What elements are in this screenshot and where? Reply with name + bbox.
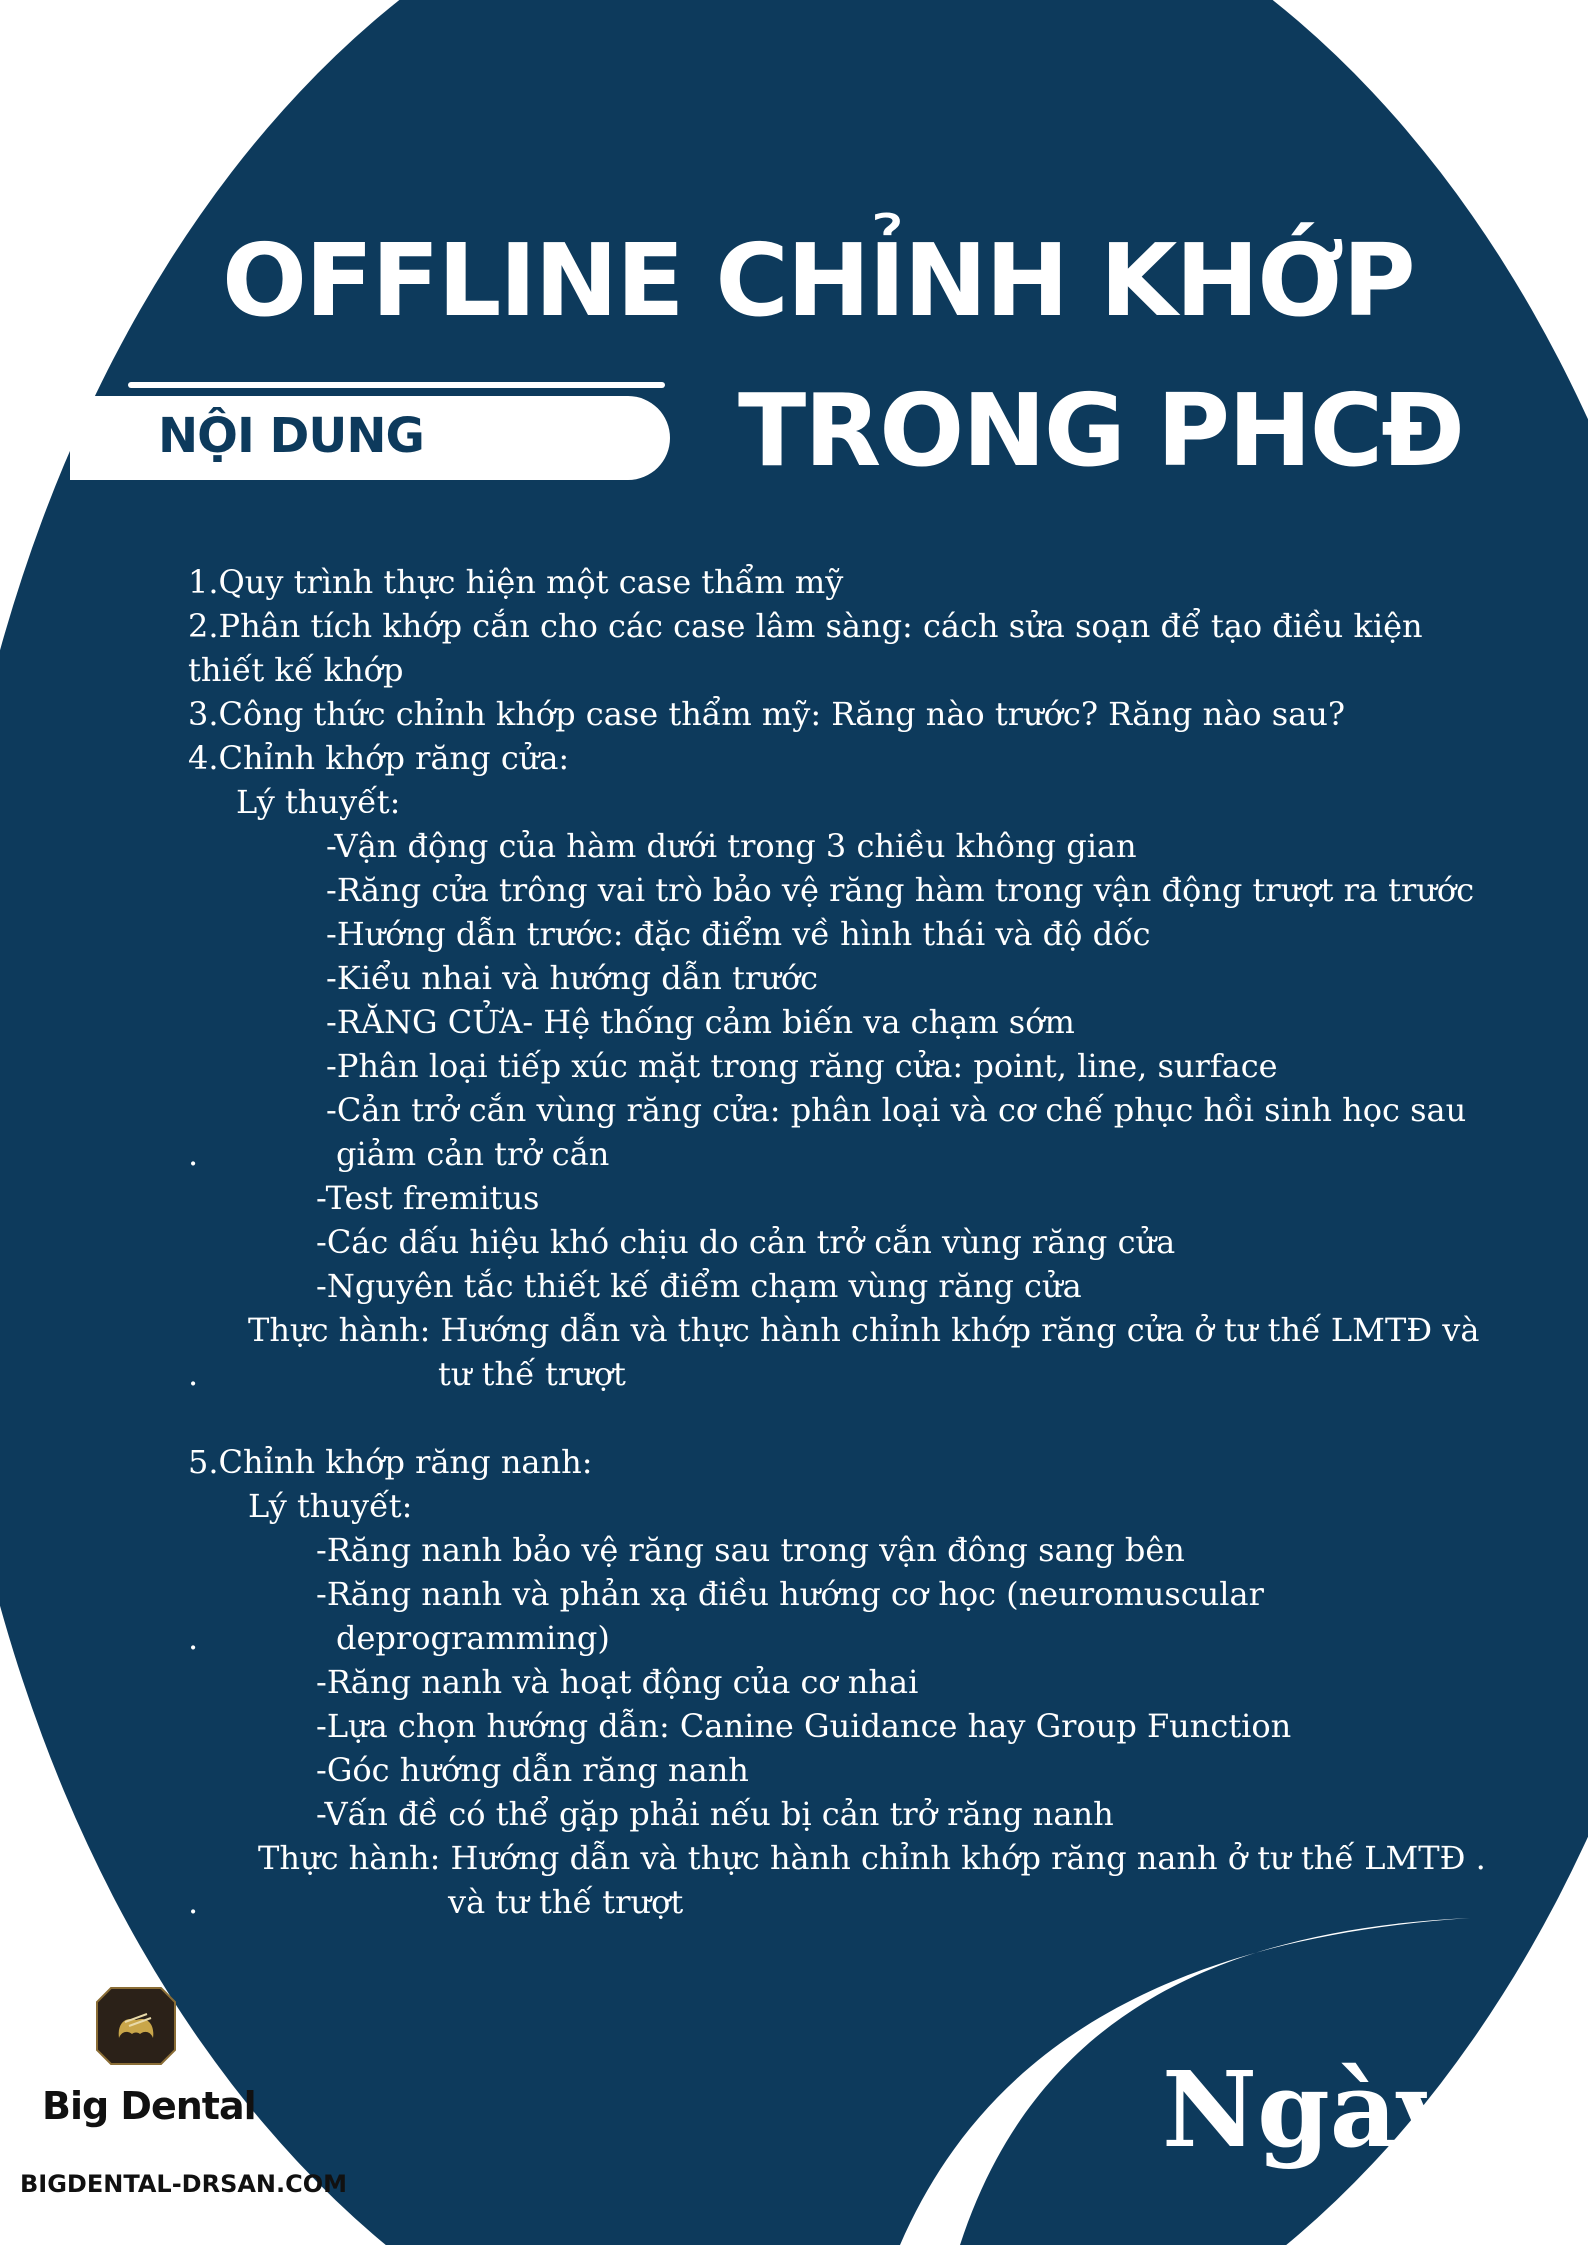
- title-line-1: OFFLINE CHỈNH KHỚP: [222, 222, 1414, 339]
- content-line: -RĂNG CỬA- Hệ thống cảm biến va chạm sớm: [326, 1003, 1075, 1041]
- content-line: -Phân loại tiếp xúc mặt trong răng cửa: point, line, surface: [326, 1047, 1278, 1085]
- content-line: và tư thế trượt: [448, 1883, 684, 1921]
- content-line: -Góc hướng dẫn răng nanh: [316, 1751, 749, 1789]
- title-line-2: TRONG PHCĐ: [738, 372, 1463, 489]
- content-line: -Hướng dẫn trước: đặc điểm về hình thái và độ dốc: [326, 915, 1151, 953]
- continuation-dot: .: [188, 1883, 199, 1921]
- content-line: -Răng nanh và hoạt động của cơ nhai: [316, 1663, 919, 1701]
- content-line: 5.Chỉnh khớp răng nanh:: [188, 1443, 593, 1481]
- content-line: -Vấn đề có thể gặp phải nếu bị cản trở răng nanh: [316, 1795, 1114, 1833]
- section-label: NỘI DUNG: [158, 408, 424, 464]
- content-line: -Các dấu hiệu khó chịu do cản trở cắn vùng răng cửa: [316, 1223, 1176, 1261]
- content-line: 3.Công thức chỉnh khớp case thẩm mỹ: Răng nào trước? Răng nào sau?: [188, 695, 1345, 733]
- content-line: -Răng cửa trông vai trò bảo vệ răng hàm trong vận động trượt ra trước: [326, 871, 1475, 909]
- content-line: -Test fremitus: [316, 1179, 540, 1217]
- content-line: -Vận động của hàm dưới trong 3 chiều không gian: [326, 827, 1137, 865]
- content-line: thiết kế khớp: [188, 651, 404, 689]
- section-underline: [128, 382, 665, 388]
- content-line: Thực hành: Hướng dẫn và thực hành chỉnh khớp răng cửa ở tư thế LMTĐ và: [248, 1311, 1480, 1349]
- content-line: 1.Quy trình thực hiện một case thẩm mỹ: [188, 563, 844, 601]
- content-line: Lý thuyết:: [236, 783, 401, 821]
- day-label: Ngày 1: [1162, 2048, 1567, 2171]
- content-line: Lý thuyết:: [248, 1487, 413, 1525]
- brand-name: Big Dental: [42, 2084, 256, 2128]
- content-line: -Cản trở cắn vùng răng cửa: phân loại và cơ chế phục hồi sinh học sau: [326, 1091, 1467, 1129]
- content-line: -Răng nanh và phản xạ điều hướng cơ học (neuromuscular: [316, 1575, 1264, 1613]
- content-line: 4.Chỉnh khớp răng cửa:: [188, 739, 570, 777]
- continuation-dot: .: [188, 1355, 199, 1393]
- website-link[interactable]: BIGDENTAL-DRSAN.COM: [20, 2170, 348, 2198]
- content-line: -Lựa chọn hướng dẫn: Canine Guidance hay Group Function: [316, 1707, 1292, 1745]
- content-line: tư thế trượt: [438, 1355, 626, 1393]
- content-line: 2.Phân tích khớp cắn cho các case lâm sàng: cách sửa soạn để tạo điều kiện: [188, 607, 1423, 645]
- content-line: -Kiểu nhai và hướng dẫn trước: [326, 959, 819, 997]
- content-line: Thực hành: Hướng dẫn và thực hành chỉnh khớp răng nanh ở tư thế LMTĐ .: [258, 1839, 1486, 1877]
- content-line: giảm cản trở cắn: [336, 1135, 610, 1173]
- content-line: -Răng nanh bảo vệ răng sau trong vận đông sang bên: [316, 1531, 1185, 1569]
- continuation-dot: .: [188, 1619, 199, 1657]
- content-line: deprogramming): [336, 1619, 610, 1657]
- content-line: -Nguyên tắc thiết kế điểm chạm vùng răng cửa: [316, 1267, 1082, 1305]
- continuation-dot: .: [188, 1135, 199, 1173]
- tooth-logo-icon: [95, 1986, 177, 2066]
